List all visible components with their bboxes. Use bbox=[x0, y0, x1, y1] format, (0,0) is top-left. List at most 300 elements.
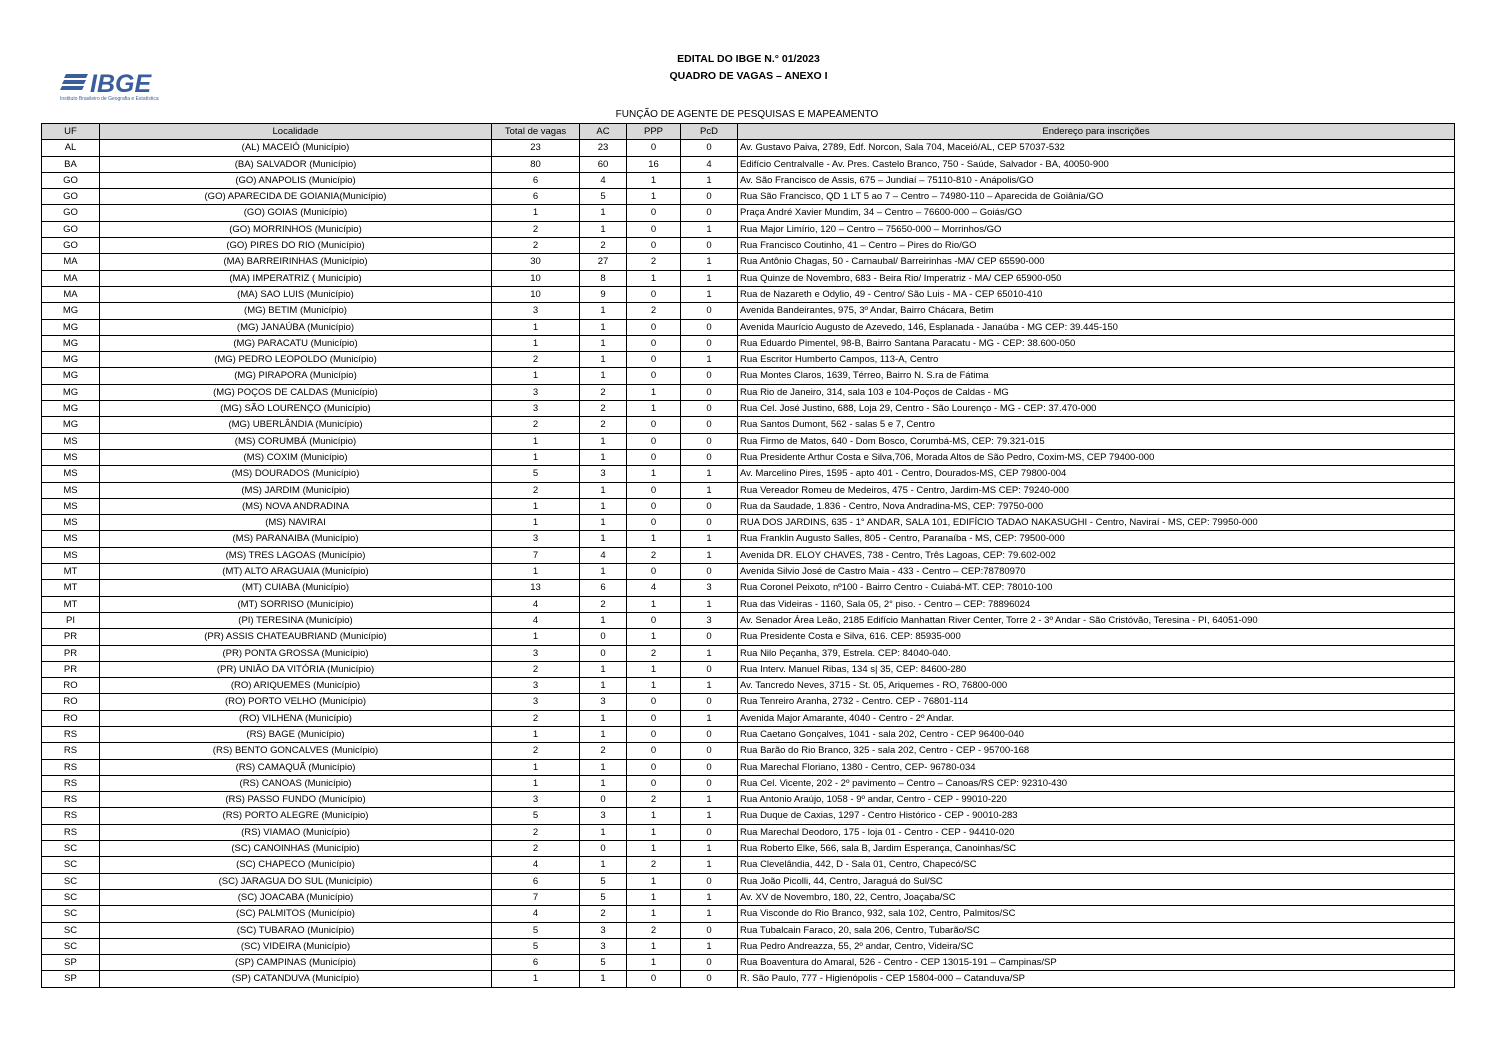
cell-uf: PI bbox=[42, 612, 100, 628]
column-header-ac: AC bbox=[580, 124, 627, 140]
cell-total: 2 bbox=[492, 352, 580, 368]
cell-total: 1 bbox=[492, 759, 580, 775]
cell-uf: MS bbox=[42, 515, 100, 531]
table-row bbox=[42, 189, 1455, 205]
cell-ppp: 0 bbox=[627, 515, 681, 531]
cell-ppp: 1 bbox=[627, 889, 681, 905]
cell-ppp: 1 bbox=[627, 596, 681, 612]
cell-ac: 1 bbox=[580, 515, 627, 531]
cell-pcd: 0 bbox=[681, 971, 738, 987]
table-row bbox=[42, 808, 1455, 824]
cell-ppp: 0 bbox=[627, 238, 681, 254]
table-row bbox=[42, 498, 1455, 514]
cell-ac: 8 bbox=[580, 270, 627, 286]
cell-ppp: 0 bbox=[627, 710, 681, 726]
cell-uf: MS bbox=[42, 498, 100, 514]
cell-ac: 60 bbox=[580, 156, 627, 172]
cell-ac: 5 bbox=[580, 955, 627, 971]
cell-localidade: (GO) PIRES DO RIO (Município) bbox=[100, 238, 492, 254]
cell-endereco: Av. Senador Área Leão, 2185 Edifício Manhattan River Center, Torre 2 - 3º Andar - São Cristóvão, Teresina - PI, 64051-090 bbox=[738, 612, 1455, 628]
cell-total: 4 bbox=[492, 906, 580, 922]
cell-total: 4 bbox=[492, 596, 580, 612]
cell-pcd: 0 bbox=[681, 417, 738, 433]
cell-localidade: (RS) CANOAS (Município) bbox=[100, 775, 492, 791]
cell-ac: 0 bbox=[580, 841, 627, 857]
cell-ppp: 0 bbox=[627, 743, 681, 759]
cell-ac: 1 bbox=[580, 205, 627, 221]
cell-total: 3 bbox=[492, 645, 580, 661]
table-row bbox=[42, 580, 1455, 596]
cell-localidade: (MG) UBERLÂNDIA (Município) bbox=[100, 417, 492, 433]
table-body bbox=[42, 140, 1455, 987]
cell-uf: SC bbox=[42, 857, 100, 873]
cell-total: 1 bbox=[492, 368, 580, 384]
cell-pcd: 1 bbox=[681, 531, 738, 547]
cell-ppp: 1 bbox=[627, 384, 681, 400]
table-row bbox=[42, 841, 1455, 857]
table-row bbox=[42, 156, 1455, 172]
cell-localidade: (PR) UNIÃO DA VITÓRIA (Município) bbox=[100, 661, 492, 677]
table-row bbox=[42, 710, 1455, 726]
table-row bbox=[42, 238, 1455, 254]
table-row bbox=[42, 661, 1455, 677]
cell-localidade: (MT) SORRISO (Município) bbox=[100, 596, 492, 612]
cell-localidade: (MS) DOURADOS (Município) bbox=[100, 466, 492, 482]
cell-localidade: (MG) JANAÚBA (Município) bbox=[100, 319, 492, 335]
cell-pcd: 0 bbox=[681, 384, 738, 400]
cell-pcd: 0 bbox=[681, 775, 738, 791]
cell-total: 3 bbox=[492, 678, 580, 694]
cell-ac: 1 bbox=[580, 612, 627, 628]
cell-localidade: (MS) JARDIM (Município) bbox=[100, 482, 492, 498]
cell-endereco: Edifício Centralvalle - Av. Pres. Castelo Branco, 750 - Saúde, Salvador - BA, 40050-900 bbox=[738, 156, 1455, 172]
cell-total: 13 bbox=[492, 580, 580, 596]
cell-pcd: 0 bbox=[681, 498, 738, 514]
cell-ppp: 0 bbox=[627, 726, 681, 742]
cell-endereco: Av. São Francisco de Assis, 675 – Jundiaí – 75110-810 - Anápolis/GO bbox=[738, 172, 1455, 188]
cell-ac: 6 bbox=[580, 580, 627, 596]
cell-localidade: (SC) TUBARAO (Município) bbox=[100, 922, 492, 938]
cell-endereco: Rua de Nazareth e Odylio, 49 - Centro/ São Luis - MA - CEP 65010-410 bbox=[738, 286, 1455, 302]
cell-total: 10 bbox=[492, 286, 580, 302]
cell-ppp: 0 bbox=[627, 319, 681, 335]
cell-pcd: 0 bbox=[681, 629, 738, 645]
cell-ac: 5 bbox=[580, 873, 627, 889]
ibge-wordmark: IBGE bbox=[90, 70, 152, 98]
table-row bbox=[42, 221, 1455, 237]
cell-ac: 0 bbox=[580, 645, 627, 661]
column-header-endereco: Endereço para inscrições bbox=[738, 124, 1455, 140]
cell-endereco: Rua Rio de Janeiro, 314, sala 103 e 104-Poços de Caldas - MG bbox=[738, 384, 1455, 400]
cell-localidade: (MS) COXIM (Município) bbox=[100, 449, 492, 465]
cell-ppp: 2 bbox=[627, 922, 681, 938]
table-row bbox=[42, 303, 1455, 319]
cell-pcd: 1 bbox=[681, 710, 738, 726]
cell-endereco: Rua Clevelândia, 442, D - Sala 01, Centro, Chapecó/SC bbox=[738, 857, 1455, 873]
cell-endereco: Rua João Picolli, 44, Centro, Jaraguá do Sul/SC bbox=[738, 873, 1455, 889]
cell-pcd: 0 bbox=[681, 955, 738, 971]
cell-uf: RS bbox=[42, 743, 100, 759]
cell-pcd: 3 bbox=[681, 580, 738, 596]
cell-ac: 2 bbox=[580, 417, 627, 433]
cell-endereco: Rua São Francisco, QD 1 LT 5 ao 7 – Centro – 74980-110 – Aparecida de Goiânia/GO bbox=[738, 189, 1455, 205]
cell-endereco: Rua Antonio Araújo, 1058 - 9º andar, Centro - CEP - 99010-220 bbox=[738, 792, 1455, 808]
ibge-logo-subtitle: Instituto Brasileiro de Geografia e Estatística bbox=[60, 96, 159, 102]
cell-ac: 2 bbox=[580, 906, 627, 922]
cell-localidade: (MG) SÃO LOURENÇO (Município) bbox=[100, 401, 492, 417]
table-row bbox=[42, 205, 1455, 221]
cell-pcd: 0 bbox=[681, 694, 738, 710]
cell-pcd: 0 bbox=[681, 238, 738, 254]
cell-localidade: (RS) VIAMAO (Município) bbox=[100, 824, 492, 840]
column-header-uf: UF bbox=[42, 124, 100, 140]
cell-pcd: 0 bbox=[681, 319, 738, 335]
cell-ac: 2 bbox=[580, 596, 627, 612]
column-header-pcd: PcD bbox=[681, 124, 738, 140]
cell-pcd: 1 bbox=[681, 889, 738, 905]
table-row bbox=[42, 726, 1455, 742]
cell-uf: PR bbox=[42, 661, 100, 677]
cell-total: 2 bbox=[492, 417, 580, 433]
cell-ac: 1 bbox=[580, 857, 627, 873]
cell-ppp: 1 bbox=[627, 906, 681, 922]
cell-uf: SP bbox=[42, 971, 100, 987]
cell-ac: 1 bbox=[580, 726, 627, 742]
table-row bbox=[42, 645, 1455, 661]
cell-localidade: (MS) CORUMBÁ (Município) bbox=[100, 433, 492, 449]
cell-endereco: Rua Firmo de Matos, 640 - Dom Bosco, Corumbá-MS, CEP: 79.321-015 bbox=[738, 433, 1455, 449]
cell-ac: 1 bbox=[580, 710, 627, 726]
cell-ppp: 2 bbox=[627, 254, 681, 270]
cell-ac: 1 bbox=[580, 482, 627, 498]
cell-uf: MS bbox=[42, 547, 100, 563]
cell-endereco: Rua Presidente Costa e Silva, 616. CEP: 85935-000 bbox=[738, 629, 1455, 645]
cell-endereco: Rua Quinze de Novembro, 683 - Beira Rio/ Imperatriz - MA/ CEP 65900-050 bbox=[738, 270, 1455, 286]
table-row bbox=[42, 482, 1455, 498]
cell-total: 6 bbox=[492, 189, 580, 205]
table-row bbox=[42, 547, 1455, 563]
cell-total: 2 bbox=[492, 482, 580, 498]
cell-ac: 1 bbox=[580, 449, 627, 465]
cell-total: 5 bbox=[492, 808, 580, 824]
cell-localidade: (RS) PORTO ALEGRE (Município) bbox=[100, 808, 492, 824]
cell-total: 1 bbox=[492, 433, 580, 449]
cell-pcd: 1 bbox=[681, 857, 738, 873]
cell-ac: 5 bbox=[580, 889, 627, 905]
cell-ac: 1 bbox=[580, 368, 627, 384]
cell-endereco: Avenida Maurício Augusto de Azevedo, 146, Esplanada - Janaúba - MG CEP: 39.445-150 bbox=[738, 319, 1455, 335]
table-row bbox=[42, 466, 1455, 482]
cell-localidade: (MS) PARANAIBA (Município) bbox=[100, 531, 492, 547]
cell-pcd: 1 bbox=[681, 841, 738, 857]
cell-pcd: 1 bbox=[681, 906, 738, 922]
table-row bbox=[42, 971, 1455, 987]
cell-ac: 9 bbox=[580, 286, 627, 302]
table-row bbox=[42, 694, 1455, 710]
cell-ppp: 1 bbox=[627, 189, 681, 205]
cell-ppp: 2 bbox=[627, 645, 681, 661]
table-row bbox=[42, 678, 1455, 694]
cell-total: 3 bbox=[492, 303, 580, 319]
table-row bbox=[42, 335, 1455, 351]
cell-localidade: (SC) JOACABA (Município) bbox=[100, 889, 492, 905]
cell-uf: MS bbox=[42, 482, 100, 498]
cell-total: 5 bbox=[492, 466, 580, 482]
cell-ac: 4 bbox=[580, 172, 627, 188]
cell-pcd: 1 bbox=[681, 286, 738, 302]
table-row bbox=[42, 629, 1455, 645]
cell-uf: SC bbox=[42, 922, 100, 938]
cell-localidade: (MA) IMPERATRIZ ( Município) bbox=[100, 270, 492, 286]
table-row bbox=[42, 401, 1455, 417]
table-row bbox=[42, 270, 1455, 286]
table-header-row bbox=[42, 124, 1455, 140]
cell-total: 1 bbox=[492, 971, 580, 987]
cell-total: 3 bbox=[492, 531, 580, 547]
cell-ppp: 1 bbox=[627, 270, 681, 286]
cell-total: 2 bbox=[492, 221, 580, 237]
cell-uf: MA bbox=[42, 270, 100, 286]
cell-pcd: 1 bbox=[681, 270, 738, 286]
table-row bbox=[42, 775, 1455, 791]
cell-localidade: (MS) TRES LAGOAS (Município) bbox=[100, 547, 492, 563]
cell-ppp: 0 bbox=[627, 140, 681, 156]
cell-uf: SC bbox=[42, 873, 100, 889]
cell-ppp: 1 bbox=[627, 661, 681, 677]
cell-endereco: Rua Interv. Manuel Ribas, 134 s| 35, CEP: 84600-280 bbox=[738, 661, 1455, 677]
cell-total: 2 bbox=[492, 710, 580, 726]
cell-pcd: 0 bbox=[681, 401, 738, 417]
cell-ppp: 16 bbox=[627, 156, 681, 172]
cell-endereco: Rua Boaventura do Amaral, 526 - Centro - CEP 13015-191 – Campinas/SP bbox=[738, 955, 1455, 971]
cell-total: 6 bbox=[492, 955, 580, 971]
cell-localidade: (MA) SAO LUIS (Município) bbox=[100, 286, 492, 302]
cell-ac: 3 bbox=[580, 694, 627, 710]
cell-ppp: 2 bbox=[627, 792, 681, 808]
cell-uf: MS bbox=[42, 531, 100, 547]
cell-pcd: 1 bbox=[681, 221, 738, 237]
table-row bbox=[42, 449, 1455, 465]
function-title: FUNÇÃO DE AGENTE DE PESQUISAS E MAPEAMENTO bbox=[615, 109, 879, 120]
cell-pcd: 1 bbox=[681, 645, 738, 661]
cell-localidade: (MG) POÇOS DE CALDAS (Município) bbox=[100, 384, 492, 400]
cell-total: 1 bbox=[492, 319, 580, 335]
cell-total: 6 bbox=[492, 172, 580, 188]
cell-ac: 1 bbox=[580, 221, 627, 237]
cell-uf: RO bbox=[42, 710, 100, 726]
cell-total: 3 bbox=[492, 694, 580, 710]
cell-uf: SP bbox=[42, 955, 100, 971]
cell-ppp: 0 bbox=[627, 221, 681, 237]
cell-ppp: 1 bbox=[627, 401, 681, 417]
table-row bbox=[42, 384, 1455, 400]
cell-uf: RO bbox=[42, 678, 100, 694]
cell-endereco: Rua Antônio Chagas, 50 - Carnaubal/ Barreirinhas -MA/ CEP 65590-000 bbox=[738, 254, 1455, 270]
cell-pcd: 1 bbox=[681, 678, 738, 694]
cell-pcd: 0 bbox=[681, 449, 738, 465]
cell-ac: 1 bbox=[580, 564, 627, 580]
cell-uf: GO bbox=[42, 221, 100, 237]
cell-pcd: 1 bbox=[681, 792, 738, 808]
cell-localidade: (RS) BENTO GONCALVES (Município) bbox=[100, 743, 492, 759]
table-row bbox=[42, 564, 1455, 580]
cell-pcd: 0 bbox=[681, 205, 738, 221]
cell-localidade: (RO) PORTO VELHO (Município) bbox=[100, 694, 492, 710]
cell-ppp: 2 bbox=[627, 547, 681, 563]
cell-uf: AL bbox=[42, 140, 100, 156]
cell-endereco: Rua Coronel Peixoto, nº100 - Bairro Centro - Cuiabá-MT. CEP: 78010-100 bbox=[738, 580, 1455, 596]
cell-pcd: 0 bbox=[681, 433, 738, 449]
cell-uf: SC bbox=[42, 938, 100, 954]
cell-ppp: 0 bbox=[627, 449, 681, 465]
cell-ppp: 0 bbox=[627, 612, 681, 628]
cell-endereco: Av. Gustavo Paiva, 2789, Edf. Norcon, Sala 704, Maceió/AL, CEP 57037-532 bbox=[738, 140, 1455, 156]
cell-ppp: 2 bbox=[627, 303, 681, 319]
cell-pcd: 1 bbox=[681, 172, 738, 188]
table-row bbox=[42, 531, 1455, 547]
cell-localidade: (GO) ANAPOLIS (Município) bbox=[100, 172, 492, 188]
cell-pcd: 1 bbox=[681, 938, 738, 954]
cell-ppp: 1 bbox=[627, 629, 681, 645]
cell-ac: 2 bbox=[580, 743, 627, 759]
table-row bbox=[42, 922, 1455, 938]
cell-endereco: Rua Cel. José Justino, 688, Loja 29, Centro - São Lourenço - MG - CEP: 37.470-000 bbox=[738, 401, 1455, 417]
cell-endereco: Rua Santos Dumont, 562 - salas 5 e 7, Centro bbox=[738, 417, 1455, 433]
cell-ac: 3 bbox=[580, 922, 627, 938]
cell-ppp: 0 bbox=[627, 205, 681, 221]
document-subtitle: QUADRO DE VAGAS – ANEXO I bbox=[669, 70, 828, 82]
cell-total: 3 bbox=[492, 384, 580, 400]
cell-endereco: Rua Barão do Rio Branco, 325 - sala 202, Centro - CEP - 95700-168 bbox=[738, 743, 1455, 759]
cell-localidade: (PI) TERESINA (Município) bbox=[100, 612, 492, 628]
cell-total: 5 bbox=[492, 938, 580, 954]
cell-ppp: 0 bbox=[627, 564, 681, 580]
cell-localidade: (RS) PASSO FUNDO (Município) bbox=[100, 792, 492, 808]
cell-endereco: Rua Marechal Deodoro, 175 - loja 01 - Centro - CEP - 94410-020 bbox=[738, 824, 1455, 840]
table-row bbox=[42, 319, 1455, 335]
cell-endereco: Rua Francisco Coutinho, 41 – Centro – Pires do Rio/GO bbox=[738, 238, 1455, 254]
cell-localidade: (GO) APARECIDA DE GOIANIA(Município) bbox=[100, 189, 492, 205]
cell-pcd: 1 bbox=[681, 254, 738, 270]
cell-localidade: (MS) NOVA ANDRADINA bbox=[100, 498, 492, 514]
cell-uf: MG bbox=[42, 368, 100, 384]
cell-localidade: (AL) MACEIÓ (Município) bbox=[100, 140, 492, 156]
cell-total: 1 bbox=[492, 449, 580, 465]
cell-endereco: Rua Eduardo Pimentel, 98-B, Bairro Santana Paracatu - MG - CEP: 38.600-050 bbox=[738, 335, 1455, 351]
cell-uf: SC bbox=[42, 906, 100, 922]
cell-total: 5 bbox=[492, 922, 580, 938]
cell-ppp: 1 bbox=[627, 531, 681, 547]
cell-uf: SC bbox=[42, 841, 100, 857]
column-header-ppp: PPP bbox=[627, 124, 681, 140]
table-row bbox=[42, 824, 1455, 840]
cell-pcd: 0 bbox=[681, 726, 738, 742]
cell-ac: 1 bbox=[580, 352, 627, 368]
cell-uf: GO bbox=[42, 189, 100, 205]
cell-ppp: 1 bbox=[627, 172, 681, 188]
cell-total: 2 bbox=[492, 841, 580, 857]
cell-endereco: Avenida Major Amarante, 4040 - Centro - 2º Andar. bbox=[738, 710, 1455, 726]
cell-endereco: Rua Escritor Humberto Campos, 113-A, Centro bbox=[738, 352, 1455, 368]
cell-uf: MG bbox=[42, 335, 100, 351]
cell-ppp: 0 bbox=[627, 759, 681, 775]
cell-total: 3 bbox=[492, 401, 580, 417]
cell-uf: GO bbox=[42, 172, 100, 188]
cell-endereco: Av. Tancredo Neves, 3715 - St. 05, Ariquemes - RO, 76800-000 bbox=[738, 678, 1455, 694]
table-row bbox=[42, 352, 1455, 368]
cell-uf: RO bbox=[42, 694, 100, 710]
cell-total: 7 bbox=[492, 547, 580, 563]
cell-ppp: 0 bbox=[627, 352, 681, 368]
cell-uf: MA bbox=[42, 286, 100, 302]
cell-ac: 5 bbox=[580, 189, 627, 205]
cell-endereco: Rua Presidente Arthur Costa e Silva,706, Morada Altos de São Pedro, Coxim-MS, CEP 79400-000 bbox=[738, 449, 1455, 465]
cell-total: 3 bbox=[492, 792, 580, 808]
cell-pcd: 0 bbox=[681, 922, 738, 938]
cell-localidade: (GO) MORRINHOS (Município) bbox=[100, 221, 492, 237]
cell-ac: 1 bbox=[580, 335, 627, 351]
cell-localidade: (SC) VIDEIRA (Município) bbox=[100, 938, 492, 954]
cell-localidade: (PR) PONTA GROSSA (Município) bbox=[100, 645, 492, 661]
cell-pcd: 0 bbox=[681, 303, 738, 319]
cell-localidade: (GO) GOIAS (Município) bbox=[100, 205, 492, 221]
cell-pcd: 0 bbox=[681, 368, 738, 384]
table-row bbox=[42, 938, 1455, 954]
cell-pcd: 0 bbox=[681, 335, 738, 351]
cell-uf: RS bbox=[42, 808, 100, 824]
cell-ac: 2 bbox=[580, 238, 627, 254]
cell-endereco: Rua Duque de Caxias, 1297 - Centro Histórico - CEP - 90010-283 bbox=[738, 808, 1455, 824]
cell-pcd: 4 bbox=[681, 156, 738, 172]
cell-localidade: (MG) PIRAPORA (Município) bbox=[100, 368, 492, 384]
cell-uf: MG bbox=[42, 319, 100, 335]
cell-ppp: 1 bbox=[627, 824, 681, 840]
cell-ac: 1 bbox=[580, 303, 627, 319]
cell-ppp: 1 bbox=[627, 466, 681, 482]
cell-pcd: 0 bbox=[681, 873, 738, 889]
cell-ppp: 0 bbox=[627, 368, 681, 384]
cell-localidade: (PR) ASSIS CHATEAUBRIAND (Município) bbox=[100, 629, 492, 645]
table-row bbox=[42, 955, 1455, 971]
cell-localidade: (MT) CUIABA (Município) bbox=[100, 580, 492, 596]
cell-endereco: Av. Marcelino Pires, 1595 - apto 401 - Centro, Dourados-MS, CEP 79800-004 bbox=[738, 466, 1455, 482]
cell-ac: 1 bbox=[580, 433, 627, 449]
cell-pcd: 0 bbox=[681, 661, 738, 677]
cell-ppp: 0 bbox=[627, 335, 681, 351]
cell-pcd: 0 bbox=[681, 564, 738, 580]
cell-ac: 1 bbox=[580, 678, 627, 694]
cell-total: 4 bbox=[492, 612, 580, 628]
cell-ppp: 1 bbox=[627, 955, 681, 971]
cell-uf: BA bbox=[42, 156, 100, 172]
cell-total: 30 bbox=[492, 254, 580, 270]
cell-ac: 1 bbox=[580, 319, 627, 335]
cell-uf: MG bbox=[42, 303, 100, 319]
table-row bbox=[42, 515, 1455, 531]
cell-ppp: 0 bbox=[627, 775, 681, 791]
cell-total: 6 bbox=[492, 873, 580, 889]
cell-ac: 27 bbox=[580, 254, 627, 270]
cell-ac: 0 bbox=[580, 629, 627, 645]
cell-endereco: Rua Montes Claros, 1639, Térreo, Bairro N. S.ra de Fátima bbox=[738, 368, 1455, 384]
cell-endereco: Avenida DR. ELOY CHAVES, 738 - Centro, Três Lagoas, CEP: 79.602-002 bbox=[738, 547, 1455, 563]
column-header-localidade: Localidade bbox=[100, 124, 492, 140]
cell-uf: MG bbox=[42, 401, 100, 417]
cell-endereco: Rua Tubalcain Faraco, 20, sala 206, Centro, Tubarão/SC bbox=[738, 922, 1455, 938]
cell-ac: 3 bbox=[580, 808, 627, 824]
cell-total: 23 bbox=[492, 140, 580, 156]
cell-total: 1 bbox=[492, 515, 580, 531]
